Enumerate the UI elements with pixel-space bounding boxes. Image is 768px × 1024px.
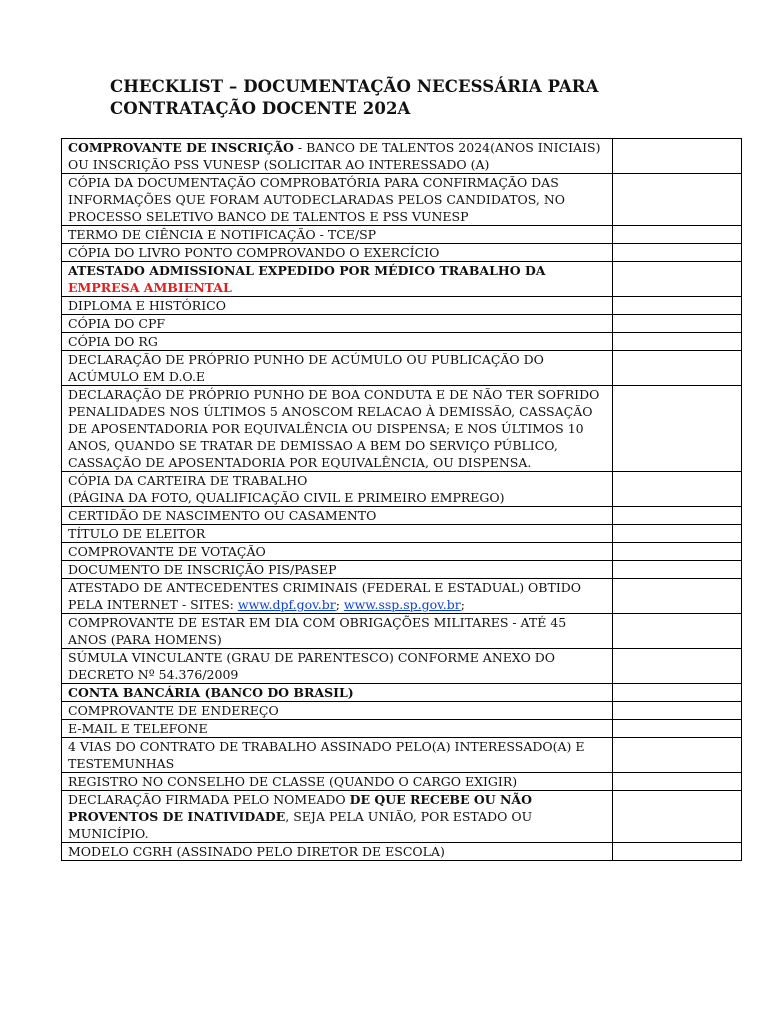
row-desc [62,614,613,649]
row-text: DIPLOMA E HISTÓRICO [62,297,613,315]
row-text: PROCESSO SELETIVO BANCO DE TALENTOS E PSS VUNESP [68,209,469,224]
check-cell[interactable] [613,262,742,297]
row-text: ANOS (PARA HOMENS) [68,632,222,647]
row-text: CÓPIA DO LIVRO PONTO COMPROVANDO O EXERCÍCIO [62,244,613,262]
table-row [62,525,742,543]
row-text: ANOS, QUANDO SE TRATAR DE DEMISSAO A BEM DO SERVIÇO PÚBLICO, [68,438,558,453]
table-row [62,472,742,507]
row-desc [62,791,613,843]
row-text: - BANCO DE TALENTOS 2024(ANOS INICIAIS) [293,140,601,155]
row-text: MODELO CGRH (ASSINADO PELO DIRETOR DE ESCOLA) [62,843,613,861]
row-text: INFORMAÇÕES QUE FORAM AUTODECLARADAS PELOS CANDIDATOS, NO [68,192,566,207]
row-text: , SEJA PELA UNIÃO, POR ESTADO OU [285,809,533,824]
table-row [62,139,742,174]
check-cell[interactable] [613,244,742,262]
row-desc [62,174,613,226]
title-line-2: CONTRATAÇÃO DOCENTE 202A [110,99,411,118]
row-text: DOCUMENTO DE INSCRIÇÃO PIS/PASEP [62,561,613,579]
row-text: ATESTADO DE ANTECEDENTES CRIMINAIS (FEDERAL E ESTADUAL) OBTIDO [68,580,582,595]
row-text: COMPROVANTE DE ESTAR EM DIA COM OBRIGAÇÕES MILITARES - ATÉ 45 [68,615,567,630]
row-desc [62,351,613,386]
document-title [110,76,710,120]
check-cell[interactable] [613,579,742,614]
table-row [62,579,742,614]
row-text: CÓPIA DO RG [62,333,613,351]
row-text: (PÁGINA DA FOTO, QUALIFICAÇÃO CIVIL E PRIMEIRO EMPREGO) [68,490,505,505]
row-text-red: EMPRESA AMBIENTAL [68,280,232,295]
row-text: ; [460,597,465,612]
row-text: COMPROVANTE DE VOTAÇÃO [62,543,613,561]
row-text: CÓPIA DA DOCUMENTAÇÃO COMPROBATÓRIA PARA CONFIRMAÇÃO DAS [68,175,559,190]
check-cell[interactable] [613,843,742,861]
check-cell[interactable] [613,472,742,507]
row-text-bold: CONTA BANCÁRIA (BANCO DO BRASIL) [62,684,613,702]
checklist-table [61,138,742,861]
row-desc [62,649,613,684]
row-desc [62,738,613,773]
check-cell[interactable] [613,226,742,244]
row-text-bold: COMPROVANTE DE INSCRIÇÃO [68,140,294,155]
row-text: DECRETO Nº 54.376/2009 [68,667,239,682]
check-cell[interactable] [613,297,742,315]
table-row [62,386,742,472]
check-cell[interactable] [613,561,742,579]
title-line-1: CHECKLIST – DOCUMENTAÇÃO NECESSÁRIA PARA [110,77,599,96]
dpf-link[interactable]: www.dpf.gov.br [237,597,336,612]
row-desc [62,386,613,472]
row-text-bold: ATESTADO ADMISSIONAL EXPEDIDO POR MÉDICO TRABALHO DA [68,263,546,278]
row-text: TERMO DE CIÊNCIA E NOTIFICAÇÃO - TCE/SP [62,226,613,244]
check-cell[interactable] [613,315,742,333]
check-cell[interactable] [613,507,742,525]
row-desc [62,579,613,614]
check-cell[interactable] [613,139,742,174]
table-row [62,297,742,315]
row-text: DECLARAÇÃO DE PRÓPRIO PUNHO DE ACÚMULO OU PUBLICAÇÃO DO [68,352,544,367]
check-cell[interactable] [613,684,742,702]
row-text: REGISTRO NO CONSELHO DE CLASSE (QUANDO O CARGO EXIGIR) [62,773,613,791]
row-text: TESTEMUNHAS [68,756,175,771]
check-cell[interactable] [613,649,742,684]
row-text: CÓPIA DO CPF [62,315,613,333]
row-desc [62,472,613,507]
check-cell[interactable] [613,543,742,561]
row-text-bold: PROVENTOS DE INATIVIDADE [68,809,286,824]
row-text: PENALIDADES NOS ÚLTIMOS 5 ANOSCOM RELACAO À DEMISSÃO, CASSAÇÃO [68,404,593,419]
table-row [62,543,742,561]
table-row [62,561,742,579]
table-row [62,226,742,244]
row-text: ACÚMULO EM D.O.E [68,369,206,384]
check-cell[interactable] [613,351,742,386]
check-cell[interactable] [613,333,742,351]
table-row [62,720,742,738]
check-cell[interactable] [613,738,742,773]
row-desc [62,139,613,174]
row-text: DECLARAÇÃO DE PRÓPRIO PUNHO DE BOA CONDUTA E DE NÃO TER SOFRIDO [68,387,600,402]
row-text: CASSAÇÃO DE APOSENTADORIA POR EQUIVALÊNCIA, OU DISPENSA. [68,455,532,470]
row-text: 4 VIAS DO CONTRATO DE TRABALHO ASSINADO PELO(A) INTERESSADO(A) E [68,739,585,754]
table-row [62,262,742,297]
table-row [62,614,742,649]
table-row [62,507,742,525]
table-row [62,649,742,684]
row-text: COMPROVANTE DE ENDEREÇO [62,702,613,720]
table-row [62,843,742,861]
link-separator: ; [335,597,344,612]
row-text: CERTIDÃO DE NASCIMENTO OU CASAMENTO [62,507,613,525]
check-cell[interactable] [613,702,742,720]
row-text: E-MAIL E TELEFONE [62,720,613,738]
table-row [62,174,742,226]
check-cell[interactable] [613,791,742,843]
row-text-bold: DE QUE RECEBE OU NÃO [349,792,532,807]
check-cell[interactable] [613,614,742,649]
row-text: DE APOSENTADORIA POR EQUIVALÊNCIA OU DISPENSA; E NOS ÚLTIMOS 10 [68,421,584,436]
row-text: PELA INTERNET - SITES: [68,597,238,612]
table-row [62,315,742,333]
table-row [62,333,742,351]
row-text: CÓPIA DA CARTEIRA DE TRABALHO [68,473,308,488]
row-desc [62,262,613,297]
check-cell[interactable] [613,773,742,791]
ssp-link[interactable]: www.ssp.sp.gov.br [343,597,461,612]
row-text: MUNICÍPIO. [68,826,149,841]
table-row [62,351,742,386]
table-row [62,244,742,262]
table-row [62,791,742,843]
row-text: TÍTULO DE ELEITOR [62,525,613,543]
row-text: OU INSCRIÇÃO PSS VUNESP (SOLICITAR AO INTERESSADO (A) [68,157,490,172]
check-cell[interactable] [613,525,742,543]
check-cell[interactable] [613,174,742,226]
table-row [62,684,742,702]
check-cell[interactable] [613,720,742,738]
table-row [62,702,742,720]
check-cell[interactable] [613,386,742,472]
table-row [62,773,742,791]
table-row [62,738,742,773]
row-text: SÚMULA VINCULANTE (GRAU DE PARENTESCO) CONFORME ANEXO DO [68,650,556,665]
row-text: DECLARAÇÃO FIRMADA PELO NOMEADO [68,792,350,807]
